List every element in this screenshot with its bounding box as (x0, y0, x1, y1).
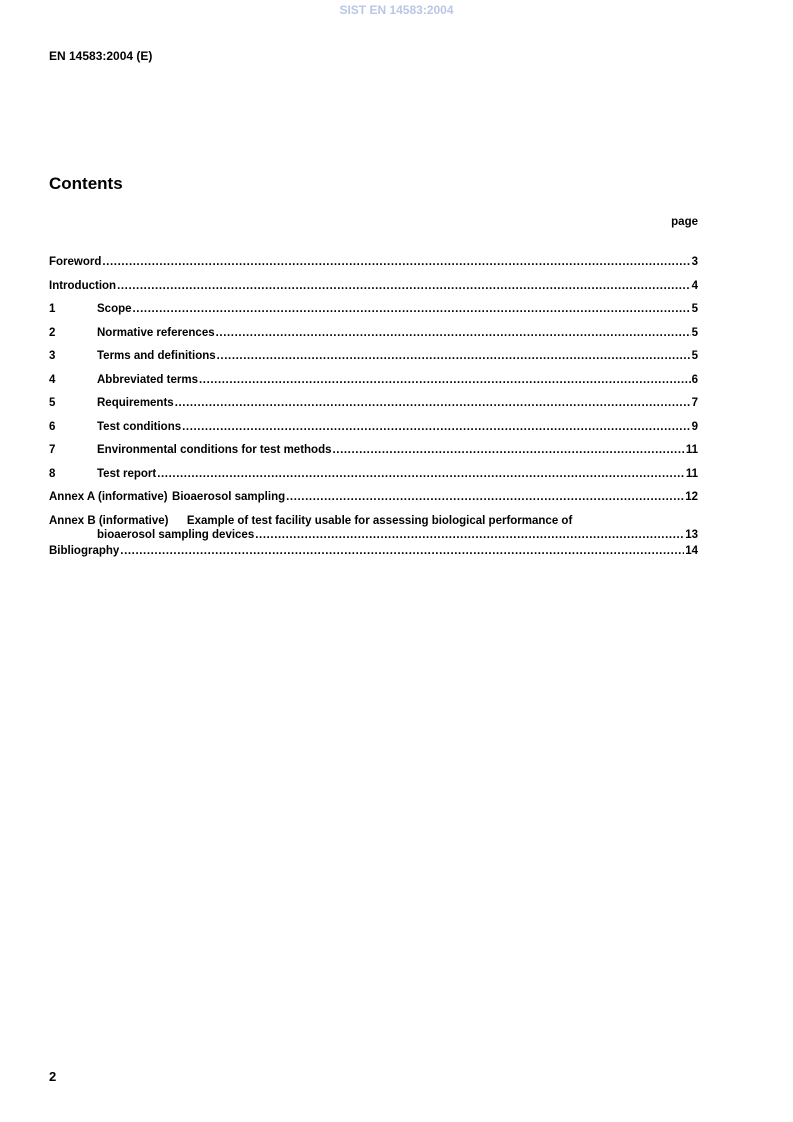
toc-entry-number: 8 (49, 467, 56, 480)
toc-entry-terms-and-definitions[interactable] (49, 349, 698, 373)
toc-entry-number: Annex B (informative) (49, 514, 169, 527)
toc-entry-first-line (49, 514, 698, 528)
toc-entry-page: 3 (691, 256, 698, 268)
toc-entry-page: 11 (685, 467, 698, 480)
toc-entry-page: 13 (685, 528, 698, 541)
toc-entry-page: 14 (685, 544, 698, 557)
toc-entry-title-continued: bioaerosol sampling devices (97, 528, 255, 541)
toc-entry-test-conditions[interactable] (49, 420, 698, 444)
toc-entry-page: 5 (691, 326, 698, 339)
toc-leader-dots (255, 528, 684, 542)
toc-entry-title: Example of test facility usable for assessing biological performance of (186, 514, 573, 527)
document-id: EN 14583:2004 (E) (49, 49, 153, 63)
page-column-label: page (671, 216, 698, 228)
toc-entry-number: 6 (49, 420, 56, 433)
toc-entry-number: 4 (49, 373, 56, 386)
toc-entry-title: Normative references (97, 326, 215, 339)
toc-entry-page: 5 (691, 350, 698, 362)
toc-entry-number: 1 (49, 303, 56, 315)
toc-leader-dots (157, 467, 685, 481)
toc-entry-number: 5 (49, 397, 56, 409)
toc-entry-title: Environmental conditions for test methods (97, 444, 332, 456)
toc-entry-introduction[interactable] (49, 279, 698, 303)
table-of-contents (49, 255, 698, 567)
toc-entry-bibliography[interactable] (49, 544, 698, 568)
toc-leader-dots (182, 420, 690, 434)
toc-entry-annex-a[interactable] (49, 490, 698, 514)
toc-entry-title: Scope (97, 303, 132, 315)
toc-entry-page: 6 (691, 373, 698, 386)
toc-entry-test-report[interactable] (49, 467, 698, 491)
toc-entry-title: Requirements (97, 397, 174, 409)
toc-entry-requirements[interactable] (49, 396, 698, 420)
toc-entry-environmental-conditions[interactable] (49, 443, 698, 467)
toc-entry-page: 7 (691, 397, 698, 409)
toc-entry-number: 7 (49, 444, 56, 456)
toc-entry-title: Test conditions (97, 420, 182, 433)
toc-leader-dots (175, 396, 691, 410)
toc-entry-annex-b[interactable] (49, 514, 698, 544)
toc-entry-page: 12 (685, 491, 698, 503)
toc-entry-number: 2 (49, 326, 56, 339)
toc-leader-dots (286, 490, 684, 504)
toc-entry-page: 11 (685, 444, 698, 456)
toc-leader-dots (333, 443, 685, 457)
toc-entry-title: Test report (97, 467, 157, 480)
toc-entry-number: 3 (49, 350, 56, 362)
toc-entry-title: Bioaerosol sampling (172, 491, 286, 503)
toc-entry-scope[interactable] (49, 302, 698, 326)
contents-heading: Contents (49, 174, 123, 193)
toc-entry-title: Introduction (49, 279, 117, 292)
toc-entry-page: 5 (691, 303, 698, 315)
toc-leader-dots (133, 302, 691, 316)
toc-leader-dots (199, 373, 691, 387)
toc-leader-dots (120, 544, 684, 558)
toc-entry-title: Abbreviated terms (97, 373, 198, 386)
watermark: SIST EN 14583:2004 (339, 3, 454, 17)
page-number: 2 (49, 1069, 57, 1084)
toc-entry-second-line (49, 528, 698, 542)
toc-leader-dots (217, 349, 691, 363)
toc-entry-title: Bibliography (49, 544, 120, 557)
toc-entry-title: Terms and definitions (97, 350, 216, 362)
toc-leader-dots (216, 326, 691, 340)
toc-entry-normative-references[interactable] (49, 326, 698, 350)
toc-entry-number: Annex A (informative) (49, 491, 168, 503)
toc-entry-page: 4 (691, 279, 698, 292)
toc-leader-dots (102, 255, 690, 269)
toc-entry-abbreviated-terms[interactable] (49, 373, 698, 397)
toc-leader-dots (117, 279, 691, 293)
toc-entry-foreword[interactable] (49, 255, 698, 279)
toc-entry-page: 9 (691, 420, 698, 433)
toc-entry-title: Foreword (49, 256, 102, 268)
